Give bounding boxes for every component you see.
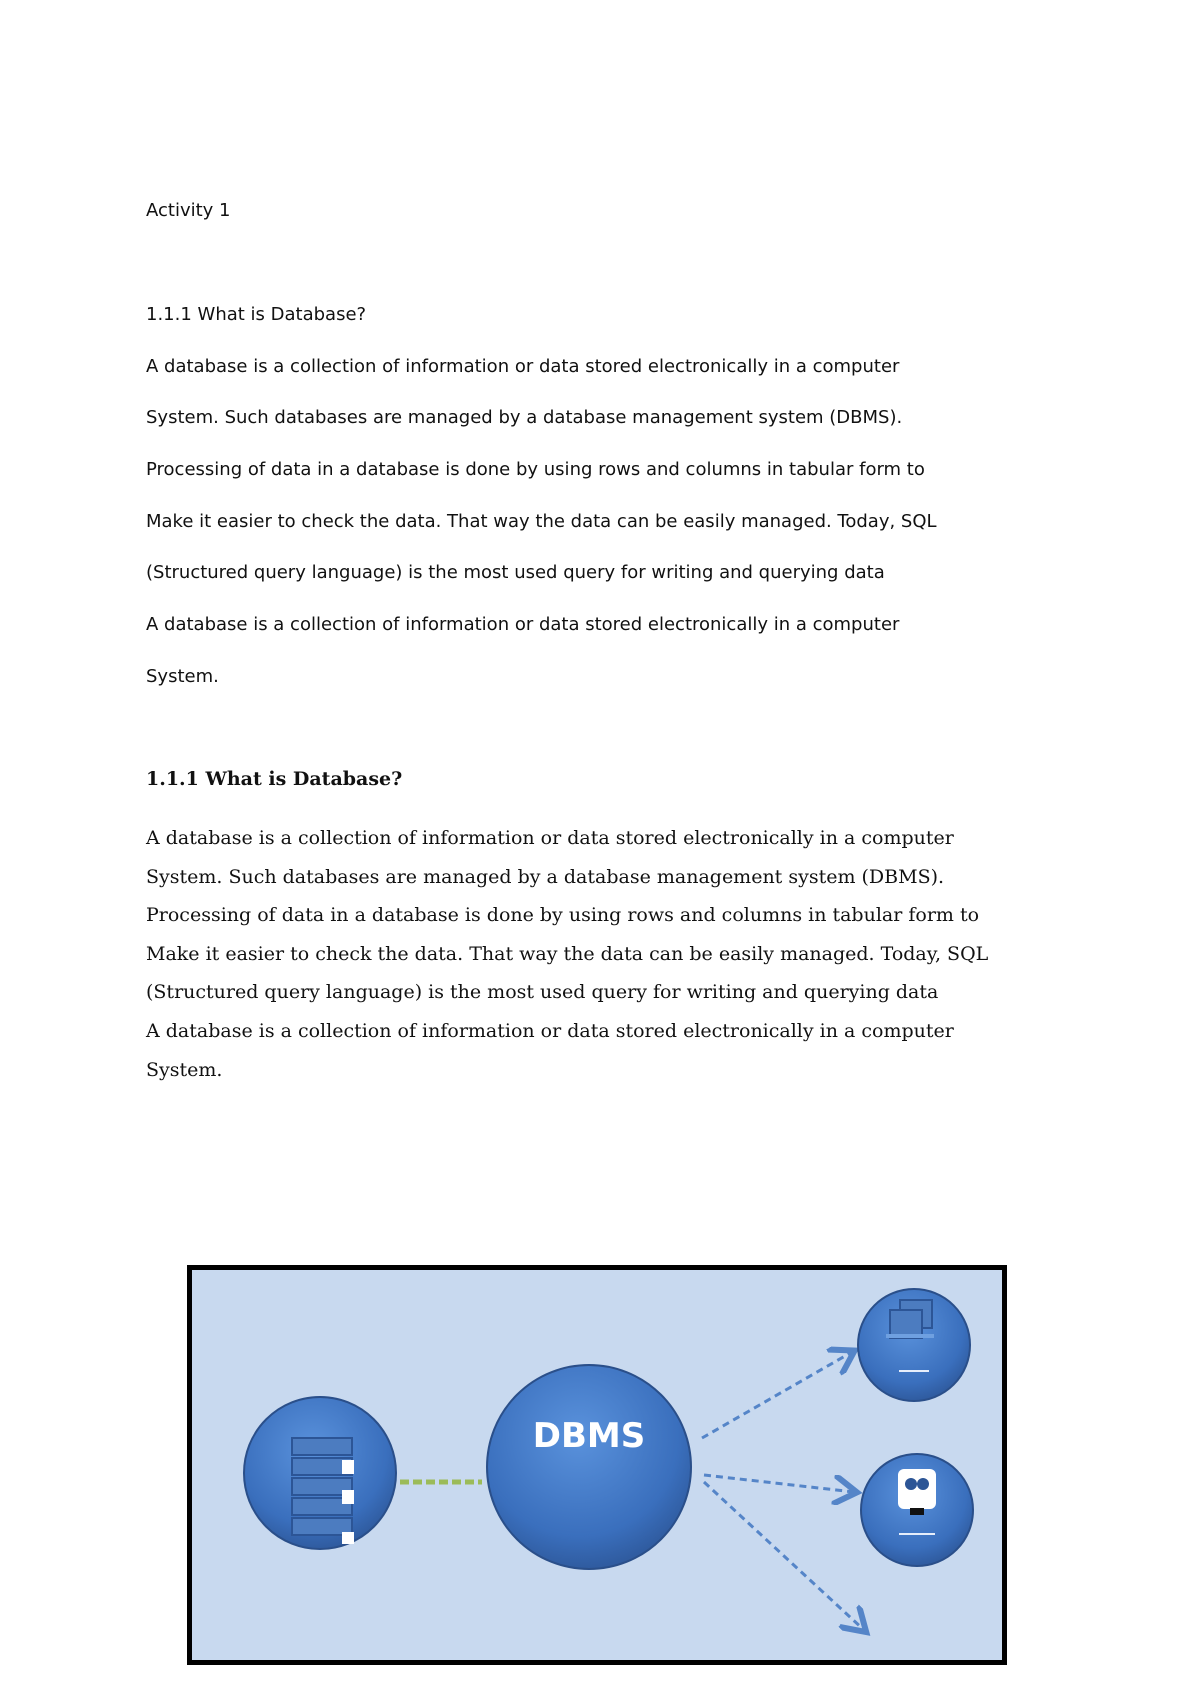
section2-line-7: System. (146, 1059, 223, 1081)
section2-heading: 1.1.1 What is Database? (146, 768, 403, 790)
section2-line-3: Processing of data in a database is done by using rows and columns in tabular form to (146, 904, 980, 926)
section2-line-2: System. Such databases are managed by a database management system (DBMS). (146, 866, 945, 888)
section2-line-4: Make it easier to check the data. That way the data can be easily managed. Today, SQL (146, 943, 989, 965)
section1-line-3: Processing of data in a database is done by using rows and columns in tabular form to (146, 459, 925, 480)
section1-heading: 1.1.1 What is Database? (146, 304, 367, 325)
dbms-label: DBMS (532, 1416, 646, 1456)
database-node (244, 1397, 396, 1549)
application-node (858, 1289, 970, 1401)
section2-line-1: A database is a collection of information or data stored electronically in a computer (146, 827, 954, 849)
section2-line-6: A database is a collection of information or data stored electronically in a computer (146, 1020, 954, 1042)
section1-line-5: (Structured query language) is the most used query for writing and querying data (146, 562, 885, 583)
section1-line-4: Make it easier to check the data. That way the data can be easily managed. Today, SQL (146, 511, 937, 532)
section1-line-2: System. Such databases are managed by a database management system (DBMS). (146, 407, 903, 428)
user-person-icon (898, 1469, 936, 1515)
arrow-to-application (702, 1352, 852, 1438)
dbms-diagram (187, 1265, 1007, 1665)
user-node (861, 1454, 973, 1566)
activity-title: Activity 1 (146, 200, 231, 221)
database-server-icon (292, 1438, 354, 1544)
section1-line-1: A database is a collection of information or data stored electronically in a computer (146, 356, 900, 377)
dbms-node (487, 1365, 691, 1569)
dbms-diagram-svg (192, 1270, 1002, 1660)
section2-line-5: (Structured query language) is the most used query for writing and querying data (146, 981, 939, 1003)
section1-line-7: System. (146, 666, 219, 687)
arrow-to-user (704, 1475, 854, 1492)
section1-line-6: A database is a collection of information or data stored electronically in a computer (146, 614, 900, 635)
arrow-to-output (704, 1482, 864, 1630)
